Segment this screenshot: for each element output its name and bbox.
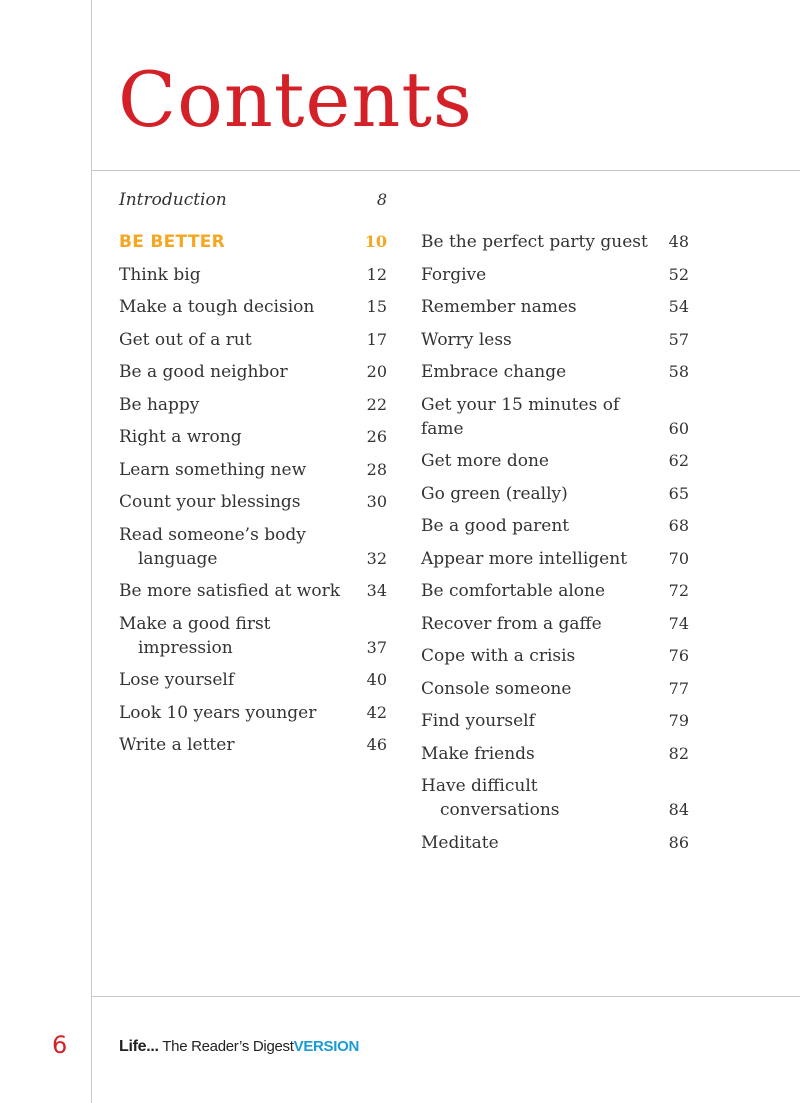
toc-entry [119, 458, 387, 482]
toc-entry [421, 360, 689, 384]
toc-entry-page: 60 [668, 418, 689, 438]
toc-entry [421, 295, 689, 319]
toc-entry-label-line1: Console someone [421, 678, 572, 699]
toc-entry [421, 644, 689, 668]
toc-entry-label-line1: Count your blessings [119, 492, 301, 512]
brand-version: VERSION [293, 1038, 360, 1055]
toc-right-list [421, 230, 689, 855]
toc-entry-page: 20 [366, 362, 387, 381]
toc-entry-label-line1: Get your 15 minutes of fame [421, 394, 620, 439]
toc-entry-page: 70 [668, 548, 689, 568]
toc-entry-page: 48 [668, 232, 689, 251]
toc-entry-label-line1: Cope with a crisis [421, 646, 576, 666]
toc-entry-label [119, 360, 367, 384]
toc-entry [119, 295, 387, 319]
toc-entry [421, 547, 689, 571]
toc-entry [119, 668, 387, 692]
toc-entry-label: Introduction [119, 190, 227, 210]
toc-entry-label [119, 668, 367, 692]
toc-entry-label [421, 644, 669, 668]
toc-entry-label [421, 328, 669, 352]
toc-entry-label [119, 701, 367, 725]
toc-entry-page: 65 [668, 483, 689, 503]
toc-entry-page: 17 [366, 329, 387, 349]
toc-entry [119, 328, 387, 352]
toc-section-be-better [119, 230, 387, 254]
toc-entry [421, 230, 689, 254]
toc-entry [119, 263, 387, 287]
toc-entry-page: 62 [668, 451, 689, 470]
toc-entry-label [421, 393, 669, 441]
toc-entry [421, 579, 689, 603]
footer-divider [91, 996, 800, 997]
toc-entry-label-line1: Forgive [421, 264, 487, 285]
toc-entry-label [119, 295, 367, 319]
toc-entry-label-line1: Go green (really) [421, 483, 568, 504]
toc-entry-label-line1: Meditate [421, 832, 499, 853]
toc-entry-label-line1: Write a letter [119, 735, 235, 755]
footer-brand [119, 1038, 359, 1056]
toc-entry-page: 57 [668, 329, 689, 349]
toc-entry-page: 86 [668, 832, 689, 852]
toc-section-page: 10 [364, 232, 387, 251]
toc-entry-label [421, 612, 669, 636]
toc-entry-label [119, 458, 367, 482]
toc-entry [421, 709, 689, 733]
toc-right-column [421, 230, 689, 863]
toc-entry-page: 37 [366, 637, 387, 657]
toc-entry-label [119, 263, 367, 287]
toc-entry-label [421, 709, 669, 733]
toc-entry [421, 774, 689, 822]
toc-entry-label-line1: Think big [119, 264, 201, 285]
toc-entry-introduction [119, 188, 387, 212]
toc-entry [421, 482, 689, 506]
toc-entry-label [119, 612, 367, 660]
toc-entry [119, 393, 387, 417]
toc-entry [119, 579, 387, 603]
toc-entry-label-line1: Look 10 years younger [119, 702, 317, 723]
toc-entry-page: 54 [668, 297, 689, 316]
toc-entry-label-line1: Make a good first [119, 613, 271, 634]
toc-entry-page: 58 [668, 362, 689, 381]
toc-entry [119, 490, 387, 514]
toc-entry-label-line1: Get more done [421, 451, 549, 471]
toc-entry [119, 612, 387, 660]
toc-entry-label-line1: Recover from a gaffe [421, 613, 602, 634]
toc-entry [421, 393, 689, 441]
toc-entry [421, 831, 689, 855]
toc-entry-label-line1: Be happy [119, 394, 200, 415]
toc-entry [119, 733, 387, 757]
page-title: Contents [118, 55, 473, 144]
toc-entry-label-line2: language [138, 548, 218, 569]
toc-entry-page: 40 [366, 670, 387, 689]
toc-entry [421, 514, 689, 538]
title-divider [91, 170, 800, 171]
toc-entry-page: 30 [366, 492, 387, 511]
toc-entry [421, 742, 689, 766]
toc-entry-label [119, 523, 367, 571]
toc-entry-label [421, 514, 669, 538]
toc-entry [421, 677, 689, 701]
toc-entry-label-line1: Learn something new [119, 459, 307, 480]
toc-entry-page: 8 [376, 190, 387, 209]
toc-entry-label-line1: Lose yourself [119, 670, 235, 690]
toc-entry-label [421, 482, 669, 506]
toc-entry-label [421, 677, 669, 701]
toc-entry-label-line1: Be the perfect party guest [421, 232, 648, 252]
toc-entry-label-line1: Have difficult [421, 776, 538, 796]
toc-entry-label [119, 733, 367, 757]
toc-entry-label-line1: Read someone’s body [119, 524, 306, 545]
toc-entry-label [119, 579, 367, 603]
toc-entry-label-line2: impression [138, 637, 233, 658]
toc-entry [421, 612, 689, 636]
toc-entry [421, 328, 689, 352]
toc-entry-label-line1: Embrace change [421, 362, 567, 382]
toc-entry [119, 701, 387, 725]
toc-entry-label-line1: Be a good parent [421, 516, 570, 536]
toc-entry-label-line1: Find yourself [421, 711, 535, 731]
toc-entry-page: 84 [668, 800, 689, 819]
toc-entry-page: 79 [668, 711, 689, 730]
toc-entry-label [119, 328, 367, 352]
toc-entry-page: 76 [668, 646, 689, 665]
toc-entry-page: 32 [366, 548, 387, 568]
toc-entry-label [421, 742, 669, 766]
toc-entry-label-line1: Appear more intelligent [421, 548, 628, 569]
toc-entry-page: 52 [668, 264, 689, 284]
toc-entry-label-line1: Get out of a rut [119, 329, 252, 350]
toc-entry [421, 263, 689, 287]
toc-entry-label [119, 393, 367, 417]
toc-entry-label [421, 230, 669, 254]
brand-name: The Reader’s Digest [158, 1038, 294, 1055]
toc-left-list [119, 263, 387, 758]
toc-entry-label [421, 360, 669, 384]
toc-entry-label-line1: Make a tough decision [119, 297, 315, 317]
toc-entry-label-line1: Remember names [421, 297, 577, 317]
toc-entry-page: 77 [668, 678, 689, 698]
toc-entry-label-line1: Be more satisfied at work [119, 581, 341, 601]
toc-entry-label-line1: Make friends [421, 743, 535, 764]
toc-entry-label [119, 490, 367, 514]
toc-entry-label [421, 263, 669, 287]
toc-entry-page: 12 [366, 264, 387, 284]
toc-entry-page: 28 [366, 459, 387, 479]
toc-entry-label-line1: Right a wrong [119, 427, 242, 447]
toc-entry-label [421, 579, 669, 603]
brand-life: Life... [119, 1038, 159, 1055]
toc-entry-label [119, 425, 367, 449]
toc-entry-page: 34 [366, 581, 387, 600]
toc-entry-page: 26 [366, 427, 387, 446]
left-margin-rule [91, 0, 92, 1103]
toc-entry-page: 68 [668, 516, 689, 535]
toc-entry-label-line1: Worry less [421, 329, 512, 350]
toc-entry-label-line1: Be a good neighbor [119, 362, 288, 382]
toc-left-column [119, 188, 387, 766]
toc-entry [119, 360, 387, 384]
toc-entry-label [421, 449, 669, 473]
toc-entry [119, 425, 387, 449]
toc-entry-label-line1: Be comfortable alone [421, 581, 606, 601]
toc-entry-label [421, 547, 669, 571]
toc-entry [119, 523, 387, 571]
toc-entry-page: 82 [668, 743, 689, 763]
toc-entry-page: 72 [668, 581, 689, 600]
toc-section-label: BE BETTER [119, 232, 226, 252]
toc-entry-label-line2: conversations [440, 800, 560, 820]
toc-entry-page: 15 [366, 297, 387, 316]
toc-entry-page: 74 [668, 613, 689, 633]
toc-entry [421, 449, 689, 473]
toc-entry-page: 46 [366, 735, 387, 754]
toc-entry-label [421, 774, 669, 822]
toc-entry-label [421, 295, 669, 319]
toc-entry-page: 42 [366, 702, 387, 722]
toc-entry-page: 22 [366, 394, 387, 414]
page-number: 6 [52, 1031, 68, 1059]
toc-entry-label [421, 831, 669, 855]
